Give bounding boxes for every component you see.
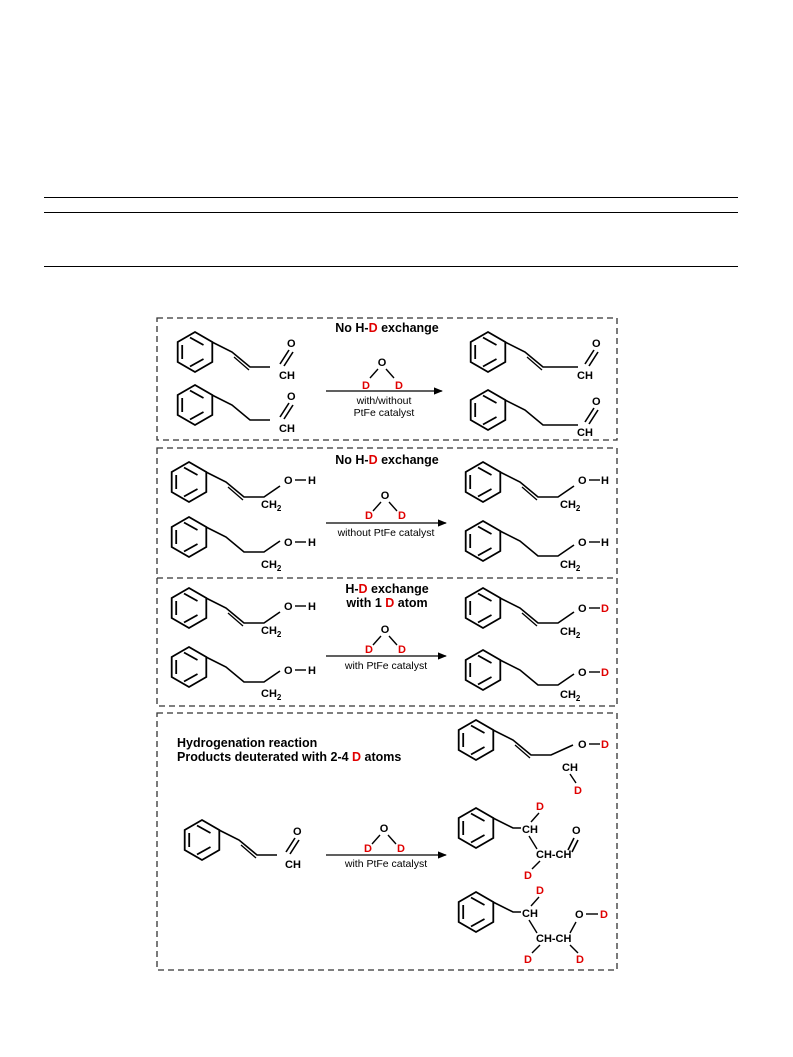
panel-2-reactant-hydrocinnamyl-alcohol — [172, 517, 316, 573]
svg-text:D: D — [574, 785, 582, 797]
svg-text:O: O — [575, 909, 584, 921]
panel-4-d2o-reagent — [364, 823, 405, 855]
panel-4-reactant-cinnamaldehyde — [185, 820, 302, 871]
svg-text:D: D — [536, 801, 544, 813]
svg-text:D: D — [395, 380, 403, 392]
svg-text:D: D — [601, 603, 609, 615]
svg-text:D: D — [601, 739, 609, 751]
svg-text:D: D — [524, 870, 532, 882]
svg-text:D: D — [362, 380, 370, 392]
svg-text:D: D — [365, 644, 373, 656]
svg-text:O: O — [287, 338, 296, 350]
svg-text:D: D — [397, 843, 405, 855]
panel-4-product-2 — [459, 801, 581, 882]
panel-3-d2o-reagent — [365, 624, 406, 656]
panel-2-product-cinnamyl-alcohol — [466, 462, 609, 513]
panel-1-arrow-label-2: PtFe catalyst — [353, 407, 415, 419]
panel-4-product-1 — [459, 720, 609, 797]
svg-text:O: O — [284, 665, 293, 677]
svg-text:CH: CH — [522, 824, 538, 836]
svg-text:CH: CH — [285, 859, 301, 871]
svg-text:D: D — [524, 954, 532, 966]
svg-text:D: D — [398, 644, 406, 656]
svg-text:H: H — [601, 537, 609, 549]
svg-text:CH: CH — [279, 423, 295, 435]
panel-4-heading-line-1: Hydrogenation reaction — [177, 736, 318, 750]
svg-text:CH: CH — [279, 370, 295, 382]
panel-3-product-deuterated-cinnamyl-alcohol — [466, 588, 609, 640]
svg-text:O: O — [592, 338, 601, 350]
svg-text:D: D — [600, 909, 608, 921]
svg-text:O: O — [287, 391, 296, 403]
svg-text:H: H — [308, 537, 316, 549]
svg-text:CH: CH — [577, 370, 593, 382]
svg-text:CH2: $CH_2$ — [261, 559, 282, 573]
svg-text:CH2: $CH_2$ — [261, 499, 282, 513]
svg-text:O: O — [284, 475, 293, 487]
panel-1-product-hydrocinnamaldehyde — [471, 390, 601, 439]
svg-text:CH2: $CH_2$ — [261, 625, 282, 639]
svg-text:O: O — [284, 537, 293, 549]
panel-2-d2o-reagent — [365, 490, 406, 522]
svg-text:CH-CH: CH-CH — [536, 849, 572, 861]
svg-text:D: D — [601, 667, 609, 679]
svg-text:O: O — [284, 601, 293, 613]
panel-2-heading: No H-D exchange — [335, 453, 439, 467]
svg-text:O: O — [377, 357, 387, 369]
svg-text:CH2: $CH_2$ — [560, 499, 581, 513]
svg-text:CH2: $CH_2$ — [261, 688, 282, 702]
panel-2-product-hydrocinnamyl-alcohol — [466, 521, 609, 573]
svg-text:O: O — [380, 624, 390, 636]
svg-text:CH2: $CH_2$ — [560, 689, 581, 703]
panel-1-reactant-cinnamaldehyde — [178, 332, 296, 382]
svg-text:H: H — [308, 475, 316, 487]
svg-text:O: O — [380, 490, 390, 502]
svg-text:CH-CH: CH-CH — [536, 933, 572, 945]
svg-text:D: D — [536, 885, 544, 897]
svg-text:D: D — [364, 843, 372, 855]
panel-1-product-cinnamaldehyde — [471, 332, 601, 382]
svg-text:O: O — [578, 603, 587, 615]
svg-text:O: O — [578, 475, 587, 487]
svg-text:H: H — [308, 665, 316, 677]
svg-text:CH2: $CH_2$ — [560, 626, 581, 640]
panel-3-arrow-label: with PtFe catalyst — [344, 660, 428, 672]
panel-4-heading-line-2: Products deuterated with 2-4 D atoms — [177, 750, 402, 764]
panel-4-arrow-label: with PtFe catalyst — [344, 858, 428, 870]
panel-1-arrow-label-1: with/without — [356, 395, 412, 407]
panel-3-heading-line-2: with 1 D atom — [346, 596, 428, 610]
panel-2-reactant-cinnamyl-alcohol — [172, 462, 316, 513]
panel-1-heading: No H-D exchange — [335, 321, 439, 335]
svg-text:O: O — [379, 823, 389, 835]
panel-3-product-deuterated-hydrocinnamyl-alcohol — [466, 650, 609, 703]
svg-text:CH2: $CH_2$ — [560, 559, 581, 573]
panel-3-reactant-hydrocinnamyl-alcohol — [172, 647, 316, 702]
panel-3-reactant-cinnamyl-alcohol — [172, 588, 316, 639]
svg-text:CH: CH — [562, 762, 578, 774]
panel-1-reactant-hydrocinnamaldehyde — [178, 385, 296, 435]
panel-1-frame — [157, 318, 617, 440]
panel-3-heading-line-1: H-D exchange — [345, 582, 429, 596]
svg-text:CH: CH — [522, 908, 538, 920]
panel-1-d2o-reagent — [362, 357, 403, 392]
svg-text:O: O — [592, 396, 601, 408]
svg-text:D: D — [365, 510, 373, 522]
svg-text:O: O — [578, 667, 587, 679]
panel-2-arrow-label: without PtFe catalyst — [337, 527, 435, 539]
svg-text:H: H — [601, 475, 609, 487]
svg-text:CH: CH — [577, 427, 593, 439]
svg-text:O: O — [572, 825, 581, 837]
svg-text:O: O — [293, 826, 302, 838]
svg-text:O: O — [578, 537, 587, 549]
svg-text:H: H — [308, 601, 316, 613]
panel-4-product-3 — [459, 885, 608, 966]
svg-text:D: D — [398, 510, 406, 522]
svg-text:O: O — [578, 739, 587, 751]
svg-text:D: D — [576, 954, 584, 966]
